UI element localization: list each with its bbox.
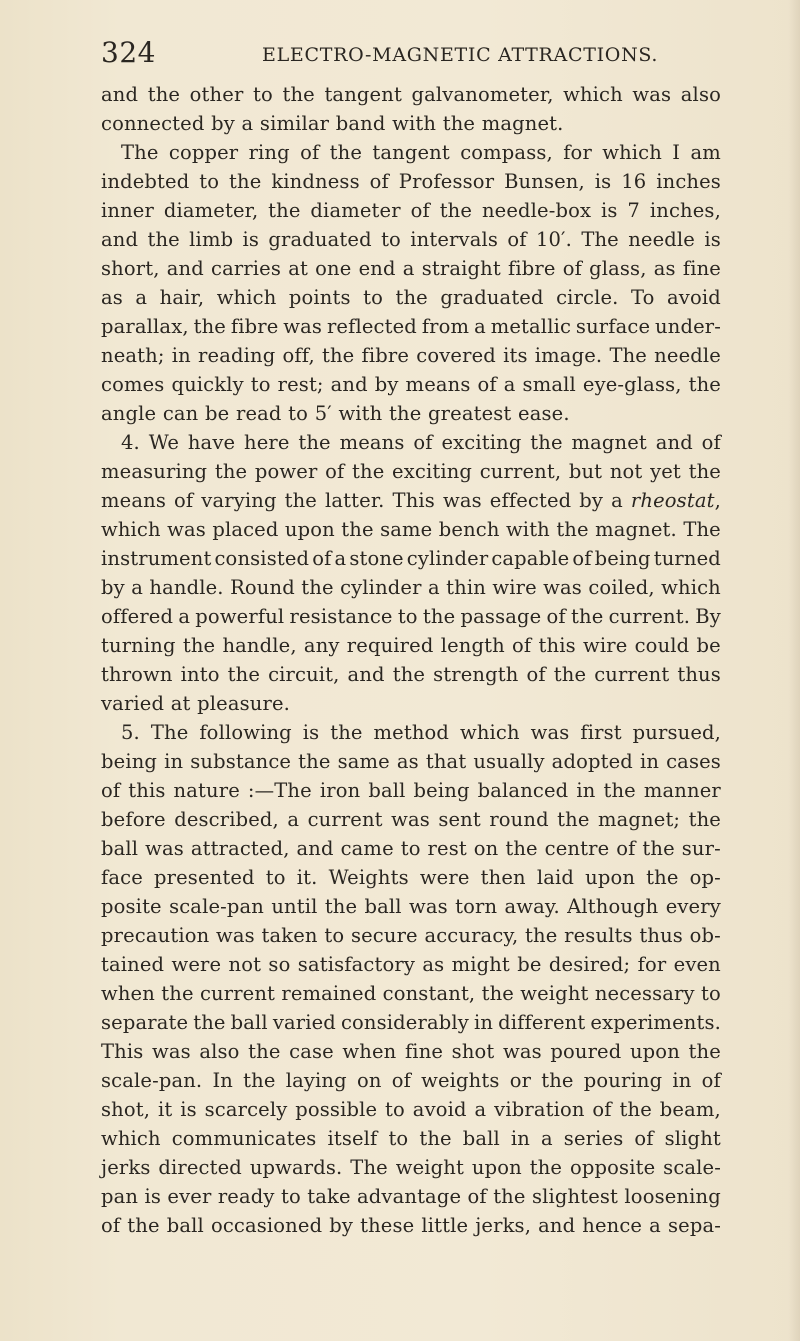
page-header xyxy=(101,36,721,76)
text-line: before described, a current was sent round the magnet; the xyxy=(101,808,721,831)
text-line: by a handle. Round the cylinder a thin wire was coiled, which xyxy=(101,576,721,599)
text-line: measuring the power of the exciting current, but not yet the xyxy=(101,460,721,483)
text-line: separate the ball varied considerably in different experiments. xyxy=(101,1011,721,1034)
text-line: indebted to the kindness of Professor Bunsen, is 16 inches xyxy=(101,170,721,193)
text-line: turning the handle, any required length of this wire could be xyxy=(101,634,721,657)
text-line: varied at pleasure. xyxy=(101,692,291,715)
text-line: angle can be read to 5′ with the greatest ease. xyxy=(101,402,570,425)
text-line: and the other to the tangent galvanometer, which was also xyxy=(101,83,721,106)
text-line: instrument consisted of a stone cylinder capable of being turned xyxy=(101,547,721,570)
text-line: of the ball occasioned by these little jerks, and hence a sepa- xyxy=(101,1214,721,1237)
text-line: tained were not so satisfactory as might be desired; for even xyxy=(101,953,721,976)
page-edge-shadow xyxy=(788,0,800,1341)
text-line: as a hair, which points to the graduated circle. To avoid xyxy=(101,286,721,309)
text-line: The copper ring of the tangent compass, for which I am xyxy=(121,141,721,164)
text-line: posite scale-pan until the ball was torn away. Although every xyxy=(101,895,721,918)
page-number: 324 xyxy=(101,36,156,69)
text-line: comes quickly to rest; and by means of a small eye-glass, the xyxy=(101,373,721,396)
text-line: face presented to it. Weights were then laid upon the op- xyxy=(101,866,721,889)
text-line: 5. The following is the method which was first pursued, xyxy=(121,721,721,744)
text-line: shot, it is scarcely possible to avoid a vibration of the beam, xyxy=(101,1098,721,1121)
text-line: connected by a similar band with the magnet. xyxy=(101,112,564,135)
running-head: ELECTRO-MAGNETIC ATTRACTIONS. xyxy=(262,44,659,66)
text-line: neath; in reading off, the fibre covered its image. The needle xyxy=(101,344,721,367)
text-line: means of varying the latter. This was effected by a rheostat, xyxy=(101,489,721,512)
text-line: which communicates itself to the ball in a series of slight xyxy=(101,1127,721,1150)
text-line: precaution was taken to secure accuracy, the results thus ob- xyxy=(101,924,721,947)
text-line: ball was attracted, and came to rest on the centre of the sur- xyxy=(101,837,721,860)
text-line: when the current remained constant, the weight necessary to xyxy=(101,982,721,1005)
text-line: pan is ever ready to take advantage of the slightest loosening xyxy=(101,1185,721,1208)
text-line: 4. We have here the means of exciting the magnet and of xyxy=(121,431,721,454)
text-line: parallax, the fibre was reflected from a metallic surface under- xyxy=(101,315,721,338)
text-line: thrown into the circuit, and the strength of the current thus xyxy=(101,663,721,686)
text-line: scale-pan. In the laying on of weights or the pouring in of xyxy=(101,1069,721,1092)
body-text xyxy=(101,80,721,1240)
text-line: of this nature :—The iron ball being balanced in the manner xyxy=(101,779,721,802)
text-line: which was placed upon the same bench with the magnet. The xyxy=(101,518,721,541)
text-line: inner diameter, the diameter of the needle-box is 7 inches, xyxy=(101,199,721,222)
text-line: This was also the case when fine shot was poured upon the xyxy=(101,1040,721,1063)
text-line: jerks directed upwards. The weight upon the opposite scale- xyxy=(101,1156,721,1179)
text-line: being in substance the same as that usually adopted in cases xyxy=(101,750,721,773)
text-line: and the limb is graduated to intervals of 10′. The needle is xyxy=(101,228,721,251)
text-line: short, and carries at one end a straight fibre of glass, as fine xyxy=(101,257,721,280)
text-line: offered a powerful resistance to the passage of the current. By xyxy=(101,605,721,628)
